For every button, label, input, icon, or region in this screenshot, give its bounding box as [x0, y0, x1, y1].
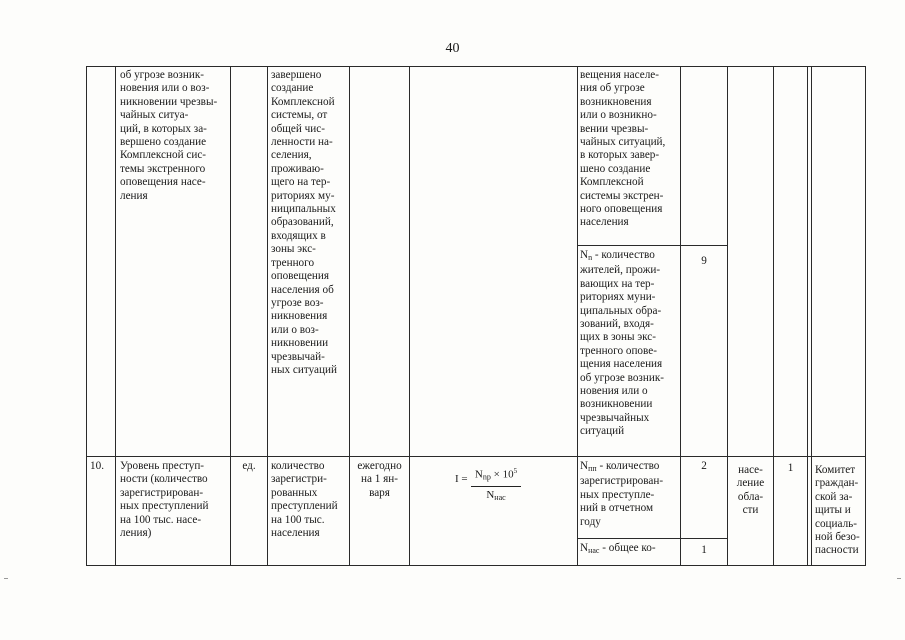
column-line [86, 66, 87, 566]
variable-symbol: N [580, 249, 589, 261]
numerator-power: 5 [513, 467, 518, 475]
denominator-symbol: N [486, 488, 495, 501]
row-number: 10. [90, 460, 104, 472]
scan-edge-mark [4, 578, 8, 579]
variable-description-cell [580, 249, 678, 439]
numerator-subscript: np [482, 472, 491, 482]
table-bottom-border [86, 565, 866, 566]
variable-text: - общее ко- [599, 542, 656, 554]
row-divider-line [86, 456, 866, 457]
variable-text: - количество жителей, прожи- вающих на тер- риториях муни- ципальных обра- зований, входя- щих в зоны экс- тренного опове- щения населения об угрозе возник- новения или о возникновении чрезвычайных ситуаций [580, 249, 664, 438]
variable-symbol: N [580, 460, 589, 472]
column-line [115, 66, 116, 566]
variable-description-cell [580, 542, 678, 557]
formula-numerator [471, 465, 521, 484]
scan-edge-mark [897, 578, 901, 579]
variable-subscript: нас [588, 546, 600, 555]
variable-symbol: N [580, 542, 589, 554]
column-line [267, 66, 268, 566]
formula-fraction [471, 465, 521, 504]
table-top-border [86, 66, 866, 67]
table-right-border [865, 66, 866, 566]
responsible-cell: Комитет граждан- ской за- щиты и социаль- ной безо- пасности [815, 464, 860, 557]
denominator-subscript: нас [494, 492, 506, 502]
variable-text: - количество зарегистрирован- ных преступле- ний в отчетном году [580, 460, 664, 528]
variable-description-cell: вещения населе- ния об угрозе возникновения или о возникно- вении чрезвы- чайных ситуаций, в которых завер- шено создание Комплексной системы экстрен- ного оповещения населения [580, 69, 666, 229]
column-line [577, 66, 578, 566]
numerator-rest: × 10 [490, 468, 514, 481]
column-line [773, 66, 774, 566]
variable-divider-line [577, 245, 727, 246]
indicator-definition-cell: завершено создание Комплексной системы, от общей чис- ленности на- селения, проживаю- щего на тер- риториях му- ниципальных образований, входящих в зоны экс- тренного оповещения населения об угрозе воз- никновения или о воз- никновении чрезвычай- ных ситуаций [271, 69, 337, 376]
column-line [409, 66, 410, 566]
unit-cell: ед. [242, 460, 256, 472]
code-cell: 1 [787, 462, 794, 474]
numerator-symbol: N [474, 468, 483, 481]
variable-divider-line [577, 538, 727, 539]
fraction-bar [471, 486, 521, 487]
data-source-code: 9 [701, 255, 707, 267]
column-line [811, 66, 812, 566]
column-line [807, 66, 808, 566]
data-source-code: 1 [701, 544, 707, 556]
formula-denominator [471, 489, 521, 504]
periodicity-cell: ежегодно на 1 ян- варя [357, 460, 402, 499]
indicator-name-cell: Уровень преступ- ности (количество зарегистрирован- ных преступлений на 100 тыс. насе- ления) [120, 460, 209, 540]
column-line [230, 66, 231, 566]
coverage-cell: насе- ление обла- сти [736, 464, 765, 517]
indicator-definition-cell: количество зарегистри- рованных преступлений на 100 тыс. населения [271, 460, 338, 540]
formula-lhs: I = [455, 473, 468, 485]
column-line [680, 66, 681, 566]
variable-subscript: n [588, 253, 593, 262]
page-number: 40 [445, 41, 460, 56]
data-source-code: 2 [701, 460, 707, 472]
variable-subscript: пп [588, 464, 597, 473]
variable-description-cell [580, 460, 678, 529]
indicator-name-cell: об угрозе возник- новения или о воз- никновении чрезвы- чайных ситуа- ций, в которых за- вершено создание Комплексной сис- темы экстренного оповещения насе- ления [120, 69, 218, 202]
